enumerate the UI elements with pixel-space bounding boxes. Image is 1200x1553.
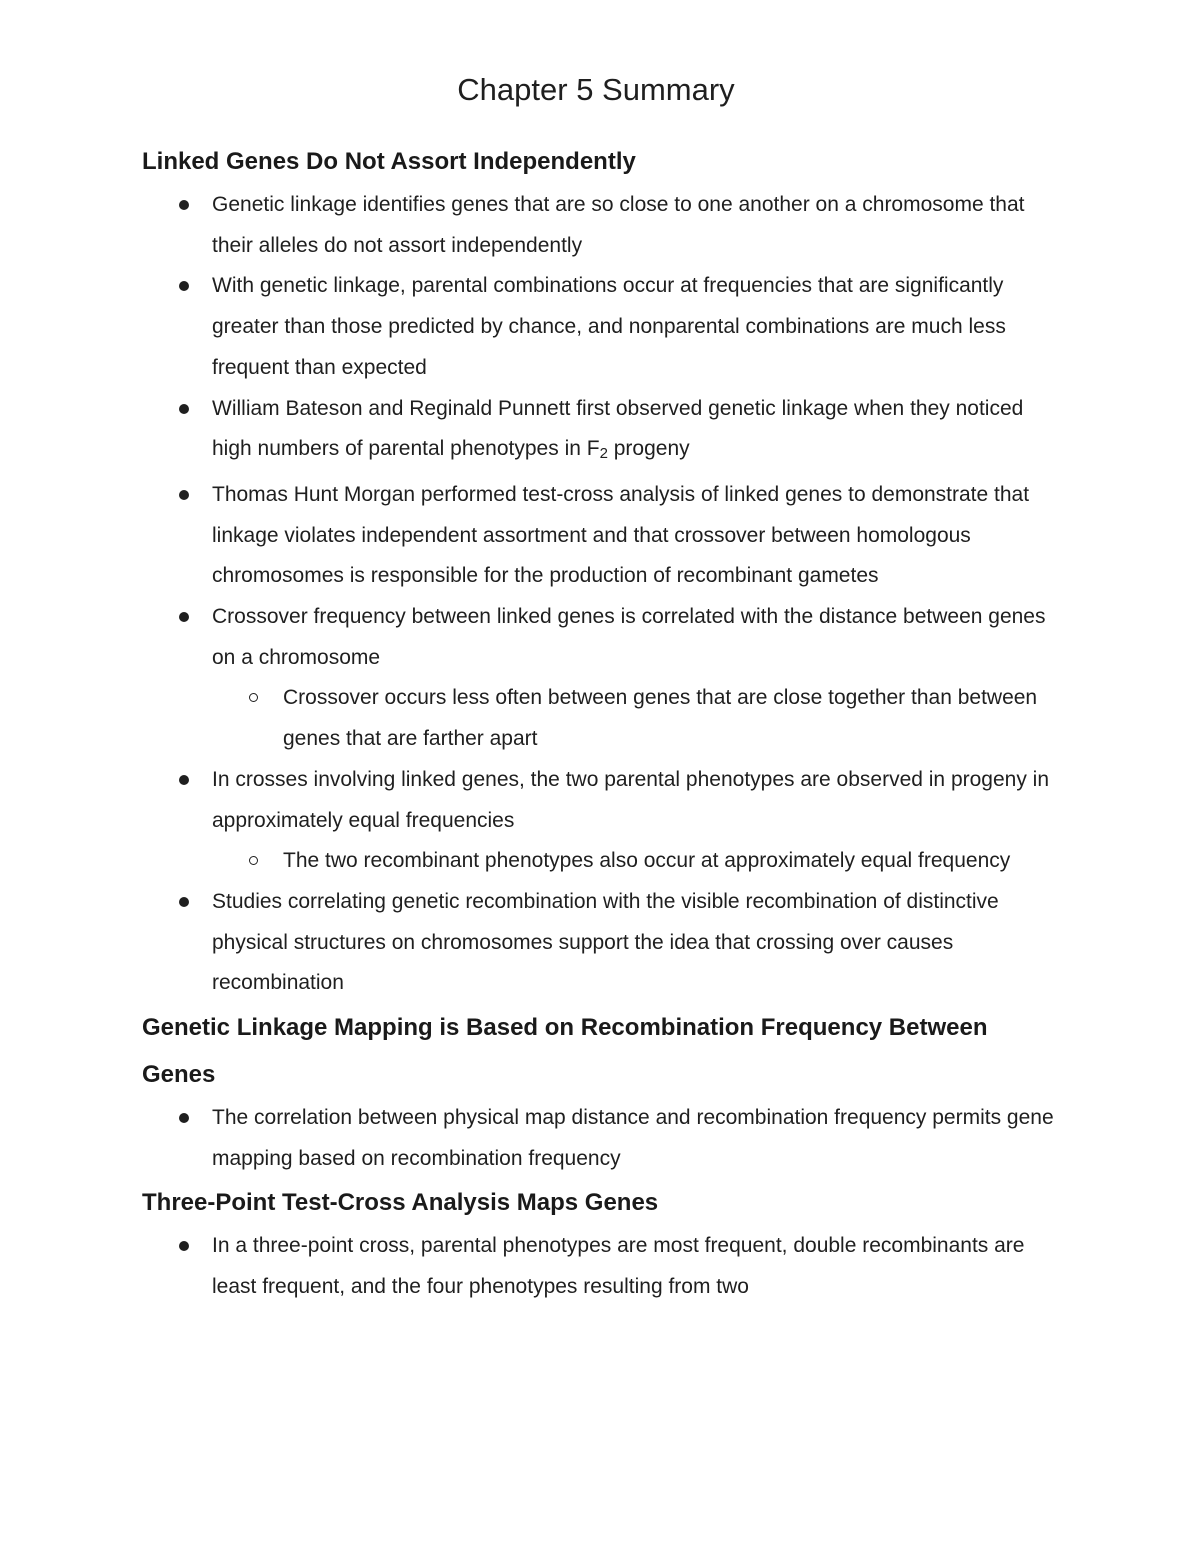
section-three-point-cross [142,1179,1057,1307]
sub-bullet-list [212,678,1057,759]
sub-list-item [212,841,1057,882]
bullet-icon [179,612,189,622]
section-heading: Three-Point Test-Cross Analysis Maps Genes [142,1189,659,1217]
list-item-text: In crosses involving linked genes, the two parental phenotypes are observed in progeny in approximately equal frequencies [212,767,1050,832]
page-title: Chapter 5 Summary [457,72,735,107]
section-linked-genes [142,138,1057,1004]
list-item [142,760,1057,882]
hollow-bullet-icon [249,856,258,865]
list-item [142,185,1057,266]
bullet-icon [179,404,189,414]
list-item-text: Studies correlating genetic recombination with the visible recombination of distinctive physical structures on chromosomes support the idea that crossing over causes recombination [212,889,999,995]
bullet-icon [179,200,189,210]
subscript-text: 2 [599,445,608,463]
list-item [142,475,1057,597]
list-item [142,1226,1057,1307]
section-heading: Linked Genes Do Not Assort Independently [142,148,636,175]
document-body [142,138,1057,1308]
list-item-text: The correlation between physical map distance and recombination frequency permits gene mapping based on recombination frequency [212,1106,1054,1170]
list-item [142,266,1057,388]
sub-list-item [212,678,1057,759]
section-heading: Genetic Linkage Mapping is Based on Recombination Frequency Between Genes [142,1014,988,1089]
bullet-icon [179,281,189,291]
list-item-text: Crossover frequency between linked genes is correlated with the distance between genes on a chromosome [212,605,1046,669]
list-item-text: William Bateson and Reginald Punnett first observed genetic linkage when they noticed high numbers of parental phenotypes in F [212,396,1024,461]
list-item [142,597,1057,760]
bullet-list [142,1226,1057,1307]
sub-list-item-text: Crossover occurs less often between genes that are close together than between genes that are farther apart [283,686,1038,751]
bullet-list [142,185,1057,1004]
bullet-icon [179,1113,189,1123]
list-item [142,882,1057,1004]
bullet-list [142,1098,1057,1179]
hollow-bullet-icon [249,693,258,702]
list-item [142,389,1057,475]
list-item-text: With genetic linkage, parental combinations occur at frequencies that are significantly greater than those predicted by chance, and nonparental combinations are much less frequent than expected [212,274,1006,379]
bullet-icon [179,490,189,500]
sub-list-item-text: The two recombinant phenotypes also occur at approximately equal frequency [283,849,1011,873]
list-item-text: In a three-point cross, parental phenotypes are most frequent, double recombinants are least frequent, and the four phenotypes resulting from two [212,1234,1025,1299]
bullet-icon [179,1241,189,1251]
list-item-text: progeny [607,437,690,461]
list-item [142,1098,1057,1179]
section-linkage-mapping [142,1004,1057,1179]
list-item-text: Thomas Hunt Morgan performed test-cross analysis of linked genes to demonstrate that linkage violates independent assortment and that crossover between homologous chromosomes is responsible for the production of recombinant gametes [212,482,1030,588]
sub-bullet-list [212,841,1057,882]
bullet-icon [179,775,189,785]
bullet-icon [179,897,189,907]
list-item-text: Genetic linkage identifies genes that are so close to one another on a chromosome that their alleles do not assort independently [212,193,1025,257]
